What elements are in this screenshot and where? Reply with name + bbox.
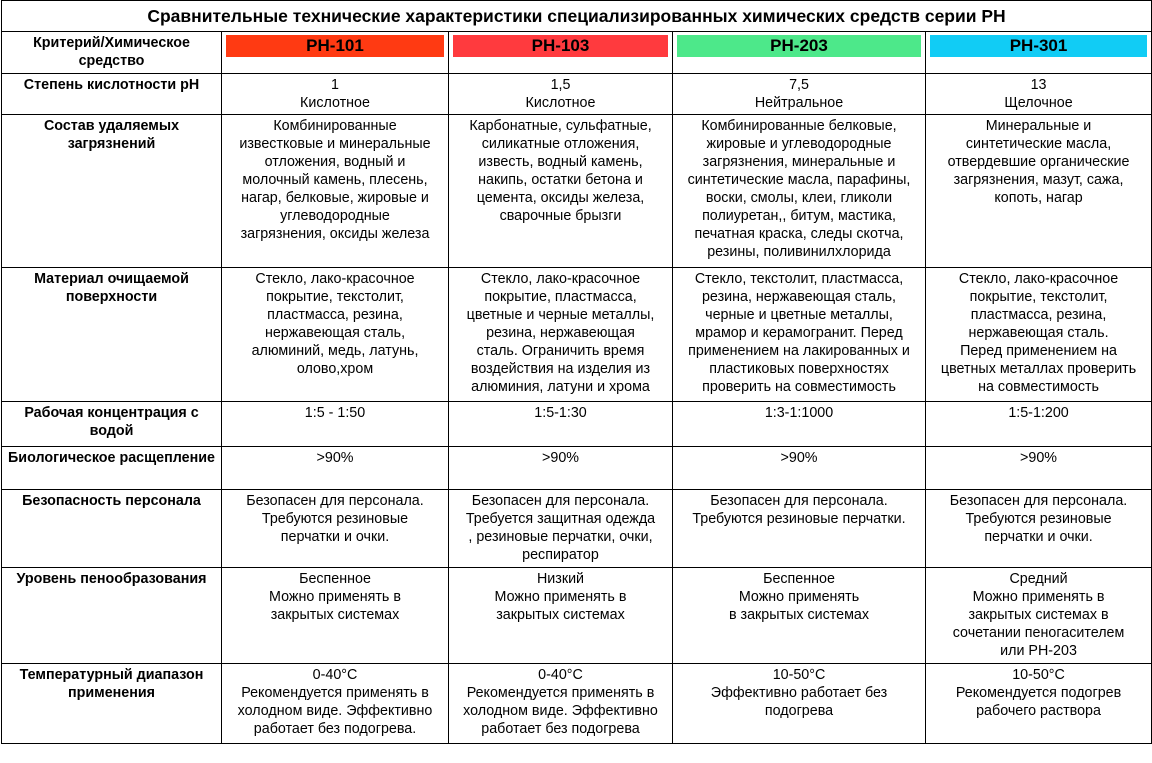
value-cell: Стекло, лако-красочное покрытие, пластмасса, цветные и черные металлы, резина, нержавеющая сталь. Ограничить время воздействия на изделия из алюминия, латуни и хрома: [449, 268, 673, 402]
value-cell: Комбинированные известковые и минеральные отложения, водный и молочный камень, плесень, нагар, белковые, жировые и углеводородные загрязнения, оксиды железа: [222, 115, 449, 268]
value-cell: Средний Можно применять в закрытых системах в сочетании пеногасителем или РН-203: [926, 568, 1152, 664]
value-cell: >90%: [222, 447, 449, 490]
row-foaming: [2, 568, 1152, 664]
product-name-ph103: РН-103: [453, 35, 668, 57]
criterion-label: Температурный диапазон применения: [2, 664, 222, 744]
value-cell: Стекло, текстолит, пластмасса, резина, нержавеющая сталь, черные и цветные металлы, мрамор и керамогранит. Перед применением на лакированных и пластиковых поверхностях проверить на совместимость: [673, 268, 926, 402]
value-cell: 1:3-1:1000: [673, 402, 926, 447]
value-cell: 1:5 - 1:50: [222, 402, 449, 447]
value-cell: 0-40°C Рекомендуется применять в холодном виде. Эффективно работает без подогрева: [449, 664, 673, 744]
value-cell: Низкий Можно применять в закрытых системах: [449, 568, 673, 664]
row-biodegradation: [2, 447, 1152, 490]
criterion-label: Безопасность персонала: [2, 490, 222, 568]
value-cell: Стекло, лако-красочное покрытие, текстолит, пластмасса, резина, нержавеющая сталь, алюминий, медь, латунь, олово,хром: [222, 268, 449, 402]
product-name-ph203: РН-203: [677, 35, 921, 57]
value-cell: Беспенное Можно применять в закрытых системах: [673, 568, 926, 664]
title-row: [2, 1, 1152, 32]
row-concentration: [2, 402, 1152, 447]
value-cell: >90%: [673, 447, 926, 490]
criterion-label: Уровень пенообразования: [2, 568, 222, 664]
product-header: [222, 32, 449, 74]
value-cell: Карбонатные, сульфатные, силикатные отложения, известь, водный камень, накипь, остатки бетона и цемента, оксиды железа, сварочные брызги: [449, 115, 673, 268]
row-safety: [2, 490, 1152, 568]
value-cell: 1,5 Кислотное: [449, 74, 673, 115]
criterion-label: Материал очищаемой поверхности: [2, 268, 222, 402]
value-cell: 0-40°C Рекомендуется применять в холодном виде. Эффективно работает без подогрева.: [222, 664, 449, 744]
value-cell: 10-50°C Рекомендуется подогрев рабочего раствора: [926, 664, 1152, 744]
comparison-table: [1, 0, 1152, 744]
product-header: [926, 32, 1152, 74]
value-cell: >90%: [449, 447, 673, 490]
value-cell: 10-50°C Эффективно работает без подогрева: [673, 664, 926, 744]
value-cell: >90%: [926, 447, 1152, 490]
product-name-ph301: РН-301: [930, 35, 1147, 57]
value-cell: 1:5-1:30: [449, 402, 673, 447]
table-title: Сравнительные технические характеристики специализированных химических средств серии РН: [2, 1, 1152, 32]
value-cell: Стекло, лако-красочное покрытие, текстолит, пластмасса, резина, нержавеющая сталь. Перед применением на цветных металлах проверить на совместимость: [926, 268, 1152, 402]
criterion-label: Рабочая концентрация с водой: [2, 402, 222, 447]
value-cell: Минеральные и синтетические масла, отвердевшие органические загрязнения, мазут, сажа, копоть, нагар: [926, 115, 1152, 268]
row-temperature: [2, 664, 1152, 744]
value-cell: Безопасен для персонала. Требуются резиновые перчатки и очки.: [222, 490, 449, 568]
value-cell: 7,5 Нейтральное: [673, 74, 926, 115]
value-cell: 1 Кислотное: [222, 74, 449, 115]
criterion-label: Биологическое расщепление: [2, 447, 222, 490]
criterion-header: Критерий/Химическое средство: [2, 32, 222, 74]
row-material: [2, 268, 1152, 402]
value-cell: 13 Щелочное: [926, 74, 1152, 115]
value-cell: Безопасен для персонала. Требуется защитная одежда , резиновые перчатки, очки, респиратор: [449, 490, 673, 568]
product-header: [673, 32, 926, 74]
row-contaminants: [2, 115, 1152, 268]
criterion-label: Степень кислотности pH: [2, 74, 222, 115]
value-cell: Беспенное Можно применять в закрытых системах: [222, 568, 449, 664]
product-header: [449, 32, 673, 74]
value-cell: Безопасен для персонала. Требуются резиновые перчатки и очки.: [926, 490, 1152, 568]
criterion-label: Состав удаляемых загрязнений: [2, 115, 222, 268]
value-cell: Комбинированные белковые, жировые и углеводородные загрязнения, минеральные и синтетические масла, парафины, воски, смолы, клеи, гликоли полиуретан,, битум, мастика, печатная краска, следы скотча, резины, поливинилхлорида: [673, 115, 926, 268]
value-cell: 1:5-1:200: [926, 402, 1152, 447]
value-cell: Безопасен для персонала. Требуются резиновые перчатки.: [673, 490, 926, 568]
product-name-ph101: РН-101: [226, 35, 444, 57]
row-ph: [2, 74, 1152, 115]
header-row: [2, 32, 1152, 74]
